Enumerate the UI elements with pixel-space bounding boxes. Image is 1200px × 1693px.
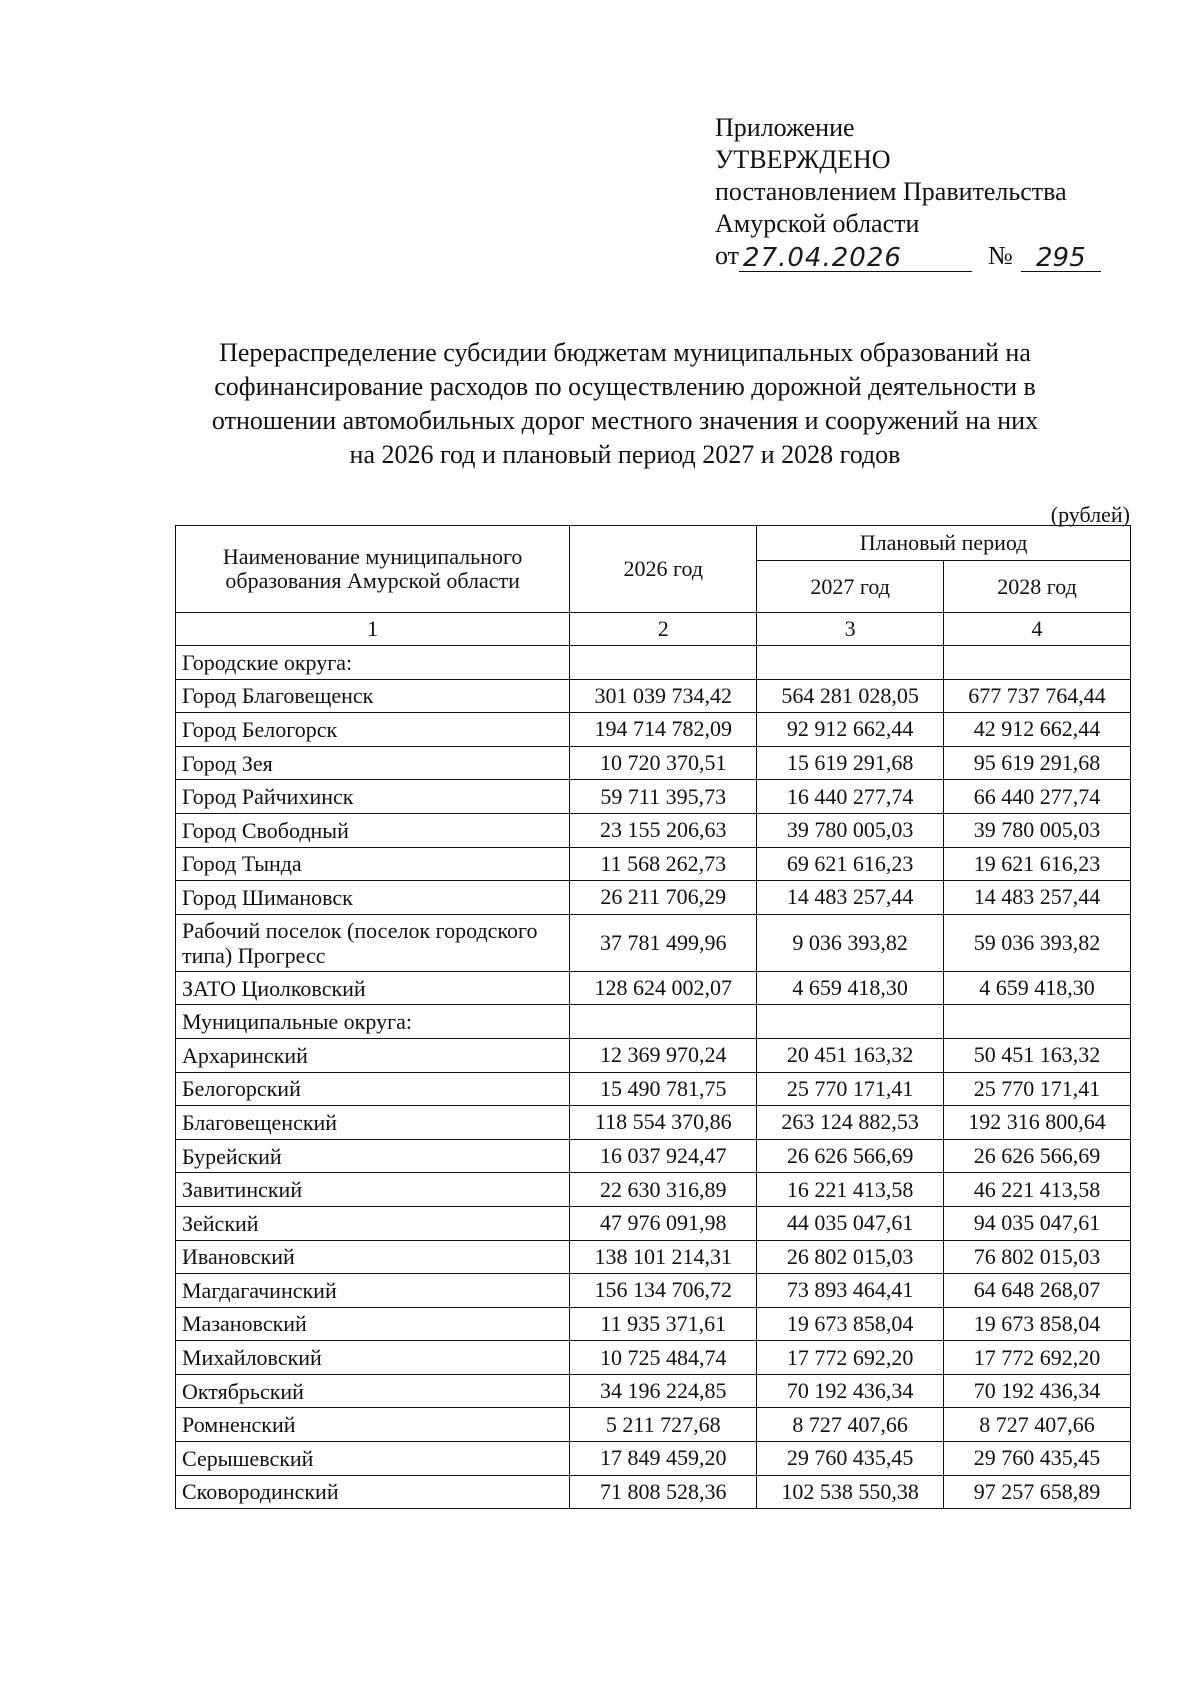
empty-cell: [570, 646, 757, 680]
title-line: отношении автомобильных дорог местного значения и сооружений на них: [211, 406, 1039, 435]
section-row: [176, 1005, 1131, 1039]
value-2028: 46 221 413,58: [944, 1173, 1131, 1207]
value-2028: 95 619 291,68: [944, 746, 1131, 780]
empty-cell: [944, 1005, 1131, 1039]
municipality-name: Ивановский: [176, 1240, 570, 1274]
approval-region: Амурской области: [715, 209, 920, 238]
value-2026: 10 725 484,74: [570, 1341, 757, 1375]
value-2028: 70 192 436,34: [944, 1374, 1131, 1408]
municipality-name: Серышевский: [176, 1442, 570, 1476]
municipality-name: Сковородинский: [176, 1475, 570, 1509]
empty-cell: [757, 1005, 944, 1039]
value-2027: 25 770 171,41: [757, 1072, 944, 1106]
municipality-name: Рабочий поселок (поселок городского типа) Прогресс: [176, 914, 570, 971]
empty-cell: [944, 646, 1131, 680]
value-2027: 92 912 662,44: [757, 713, 944, 747]
header-2026: 2026 год: [570, 526, 757, 613]
value-2027: 70 192 436,34: [757, 1374, 944, 1408]
value-2027: 19 673 858,04: [757, 1307, 944, 1341]
table-row: [176, 746, 1131, 780]
value-2026: 301 039 734,42: [570, 679, 757, 713]
section-row: [176, 646, 1131, 680]
value-2027: 4 659 418,30: [757, 971, 944, 1005]
approval-appendix: Приложение: [715, 113, 855, 142]
table-row: [176, 1442, 1131, 1476]
value-2026: 156 134 706,72: [570, 1274, 757, 1308]
title-line: на 2026 год и плановый период 2027 и 2028 годов: [349, 440, 901, 469]
table-row: [176, 1072, 1131, 1106]
municipality-name: Магдагачинский: [176, 1274, 570, 1308]
value-2028: 50 451 163,32: [944, 1038, 1131, 1072]
value-2027: 44 035 047,61: [757, 1206, 944, 1240]
value-2026: 23 155 206,63: [570, 813, 757, 847]
value-2026: 5 211 727,68: [570, 1408, 757, 1442]
value-2026: 128 624 002,07: [570, 971, 757, 1005]
municipality-name: Завитинский: [176, 1173, 570, 1207]
value-2026: 59 711 395,73: [570, 780, 757, 814]
value-2027: 16 221 413,58: [757, 1173, 944, 1207]
value-2028: 192 316 800,64: [944, 1106, 1131, 1140]
value-2027: 17 772 692,20: [757, 1341, 944, 1375]
table-row: [176, 1106, 1131, 1140]
table-row: [176, 1173, 1131, 1207]
municipality-name: Город Свободный: [176, 813, 570, 847]
value-2027: 69 621 616,23: [757, 847, 944, 881]
value-2026: 11 935 371,61: [570, 1307, 757, 1341]
column-number: 2: [570, 613, 757, 646]
value-2026: 26 211 706,29: [570, 881, 757, 915]
header-2027: 2027 год: [757, 561, 944, 613]
empty-cell: [570, 1005, 757, 1039]
column-number: 4: [944, 613, 1131, 646]
subsidy-table: [175, 525, 1131, 1509]
table-row: [176, 971, 1131, 1005]
value-2027: 102 538 550,38: [757, 1475, 944, 1509]
value-2026: 22 630 316,89: [570, 1173, 757, 1207]
value-2027: 8 727 407,66: [757, 1408, 944, 1442]
table-row: [176, 847, 1131, 881]
municipality-name: Город Благовещенск: [176, 679, 570, 713]
municipality-name: Благовещенский: [176, 1106, 570, 1140]
municipality-name: Зейский: [176, 1206, 570, 1240]
value-2028: 25 770 171,41: [944, 1072, 1131, 1106]
municipality-name: Город Зея: [176, 746, 570, 780]
municipality-name: Белогорский: [176, 1072, 570, 1106]
table-row: [176, 780, 1131, 814]
value-2028: 17 772 692,20: [944, 1341, 1131, 1375]
value-2027: 26 802 015,03: [757, 1240, 944, 1274]
municipality-name: Ромненский: [176, 1408, 570, 1442]
table-row: [176, 914, 1131, 971]
value-2028: 8 727 407,66: [944, 1408, 1131, 1442]
header-name: Наименование муниципального образования Амурской области: [176, 526, 570, 613]
value-2027: 73 893 464,41: [757, 1274, 944, 1308]
table-row: [176, 881, 1131, 915]
value-2028: 26 626 566,69: [944, 1139, 1131, 1173]
value-2027: 564 281 028,05: [757, 679, 944, 713]
municipality-name: Город Белогорск: [176, 713, 570, 747]
approval-date-line: [715, 240, 1101, 272]
table-row: [176, 813, 1131, 847]
municipality-name: Архаринский: [176, 1038, 570, 1072]
from-label: от: [715, 241, 740, 270]
table-row: [176, 1307, 1131, 1341]
section-label: Муниципальные округа:: [176, 1005, 570, 1039]
value-2026: 37 781 499,96: [570, 914, 757, 971]
table-row: [176, 1274, 1131, 1308]
value-2026: 194 714 782,09: [570, 713, 757, 747]
value-2028: 29 760 435,45: [944, 1442, 1131, 1476]
handwritten-date: 27.04.2026: [739, 245, 972, 272]
table-row: [176, 1206, 1131, 1240]
municipality-name: Город Шимановск: [176, 881, 570, 915]
value-2026: 138 101 214,31: [570, 1240, 757, 1274]
value-2027: 15 619 291,68: [757, 746, 944, 780]
municipality-name: Бурейский: [176, 1139, 570, 1173]
value-2028: 39 780 005,03: [944, 813, 1131, 847]
value-2026: 17 849 459,20: [570, 1442, 757, 1476]
value-2027: 9 036 393,82: [757, 914, 944, 971]
table-row: [176, 679, 1131, 713]
municipality-name: Октябрьский: [176, 1374, 570, 1408]
value-2028: 97 257 658,89: [944, 1475, 1131, 1509]
value-2028: 76 802 015,03: [944, 1240, 1131, 1274]
table-row: [176, 1139, 1131, 1173]
table-body: [176, 646, 1131, 1509]
value-2028: 19 621 616,23: [944, 847, 1131, 881]
table-row: [176, 1475, 1131, 1509]
table-row: [176, 1038, 1131, 1072]
value-2026: 71 808 528,36: [570, 1475, 757, 1509]
value-2026: 12 369 970,24: [570, 1038, 757, 1072]
value-2028: 677 737 764,44: [944, 679, 1131, 713]
empty-cell: [757, 646, 944, 680]
value-2026: 15 490 781,75: [570, 1072, 757, 1106]
column-number: 1: [176, 613, 570, 646]
municipality-name: Город Райчихинск: [176, 780, 570, 814]
value-2028: 66 440 277,74: [944, 780, 1131, 814]
value-2026: 34 196 224,85: [570, 1374, 757, 1408]
table-row: [176, 1374, 1131, 1408]
value-2027: 14 483 257,44: [757, 881, 944, 915]
value-2027: 26 626 566,69: [757, 1139, 944, 1173]
value-2027: 263 124 882,53: [757, 1106, 944, 1140]
table-row: [176, 1408, 1131, 1442]
municipality-name: Мазановский: [176, 1307, 570, 1341]
table-row: [176, 1341, 1131, 1375]
value-2028: 19 673 858,04: [944, 1307, 1131, 1341]
header-planned: Плановый период: [757, 526, 1131, 561]
header-2028: 2028 год: [944, 561, 1131, 613]
approval-approved: УТВЕРЖДЕНО: [715, 145, 891, 174]
value-2028: 94 035 047,61: [944, 1206, 1131, 1240]
value-2028: 4 659 418,30: [944, 971, 1131, 1005]
number-label: №: [988, 241, 1013, 270]
unit-label: (рублей): [1050, 502, 1130, 527]
municipality-name: ЗАТО Циолковский: [176, 971, 570, 1005]
table-row: [176, 1240, 1131, 1274]
table-row: [176, 713, 1131, 747]
document-title: [150, 336, 1100, 472]
value-2027: 39 780 005,03: [757, 813, 944, 847]
column-number: 3: [757, 613, 944, 646]
value-2027: 29 760 435,45: [757, 1442, 944, 1476]
value-2028: 42 912 662,44: [944, 713, 1131, 747]
value-2026: 47 976 091,98: [570, 1206, 757, 1240]
approval-block: [715, 112, 1101, 272]
municipality-name: Город Тында: [176, 847, 570, 881]
value-2026: 10 720 370,51: [570, 746, 757, 780]
approval-decree: постановлением Правительства: [715, 177, 1067, 206]
title-line: Перераспределение субсидии бюджетам муниципальных образований на: [219, 338, 1031, 367]
municipality-name: Михайловский: [176, 1341, 570, 1375]
value-2026: 11 568 262,73: [570, 847, 757, 881]
value-2026: 16 037 924,47: [570, 1139, 757, 1173]
value-2027: 16 440 277,74: [757, 780, 944, 814]
value-2027: 20 451 163,32: [757, 1038, 944, 1072]
value-2028: 14 483 257,44: [944, 881, 1131, 915]
handwritten-number: 295: [1021, 245, 1101, 272]
value-2026: 118 554 370,86: [570, 1106, 757, 1140]
section-label: Городские округа:: [176, 646, 570, 680]
value-2028: 64 648 268,07: [944, 1274, 1131, 1308]
value-2028: 59 036 393,82: [944, 914, 1131, 971]
title-line: софинансирование расходов по осуществлению дорожной деятельности в: [214, 372, 1036, 401]
